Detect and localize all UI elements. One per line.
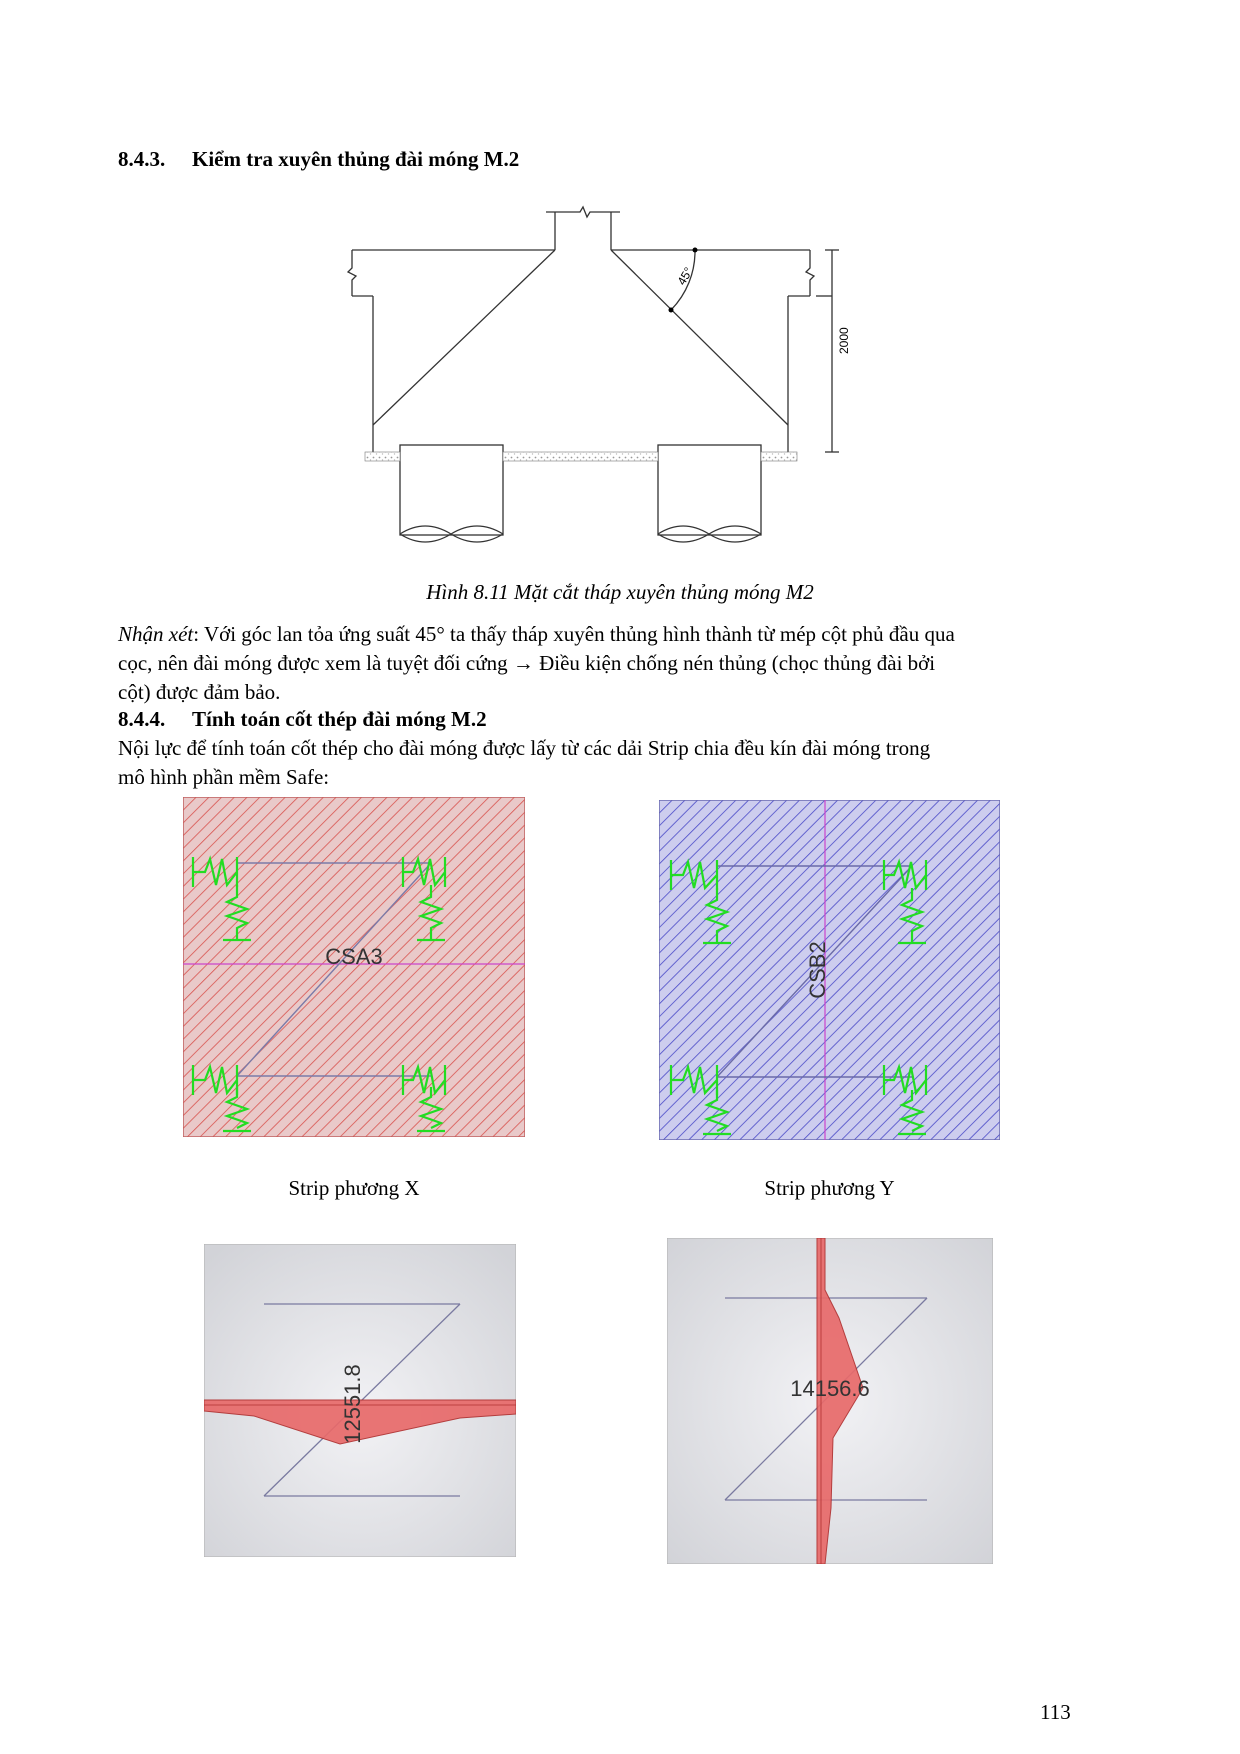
punching-section-drawing <box>340 200 860 560</box>
figure-caption: Hình 8.11 Mặt cắt tháp xuyên thủng móng M2 <box>426 580 814 604</box>
strip-x-image <box>183 797 525 1137</box>
remark-paragraph <box>118 620 1128 707</box>
intro-line-1: Nội lực để tính toán cốt thép cho đài móng được lấy từ các dải Strip chia đều kín đài móng trong <box>118 736 931 760</box>
section-title: Tính toán cốt thép đài móng M.2 <box>192 707 487 731</box>
strip-y-name: CSB2 <box>805 941 830 999</box>
strip-y-image <box>659 800 1000 1140</box>
remark-line-3: cột) được đảm bảo. <box>118 680 281 704</box>
remark-label: Nhận xét <box>118 622 194 646</box>
intro-paragraph <box>118 734 1128 792</box>
intro-line-2: mô hình phần mềm Safe: <box>118 765 330 789</box>
moment-y-value: 14156.6 <box>790 1376 870 1401</box>
page-number: 113 <box>1040 1700 1071 1724</box>
moment-x-value: 12551.8 <box>340 1364 365 1444</box>
section-heading-8-4-4 <box>118 707 487 732</box>
moment-diagram-y <box>667 1238 993 1564</box>
moment-diagram-x <box>204 1244 516 1557</box>
remark-line-1: : Với góc lan tỏa ứng suất 45° ta thấy tháp xuyên thủng hình thành từ mép cột phủ đầu qua <box>193 622 955 646</box>
section-number: 8.4.4. <box>118 707 166 731</box>
section-heading-8-4-3 <box>118 147 519 172</box>
section-title: Kiểm tra xuyên thủng đài móng M.2 <box>192 147 520 171</box>
section-number: 8.4.3. <box>118 147 166 171</box>
strip-y-caption: Strip phương Y <box>764 1176 895 1200</box>
strip-x-caption: Strip phương X <box>288 1176 420 1200</box>
strip-x-name: CSA3 <box>325 944 383 969</box>
angle-label: 45° <box>674 264 696 288</box>
dimension-label: 2000 <box>837 327 851 354</box>
remark-line-2: cọc, nên đài móng được xem là tuyệt đối cứng → Điều kiện chống nén thủng (chọc thủng đài bởi <box>118 651 936 675</box>
